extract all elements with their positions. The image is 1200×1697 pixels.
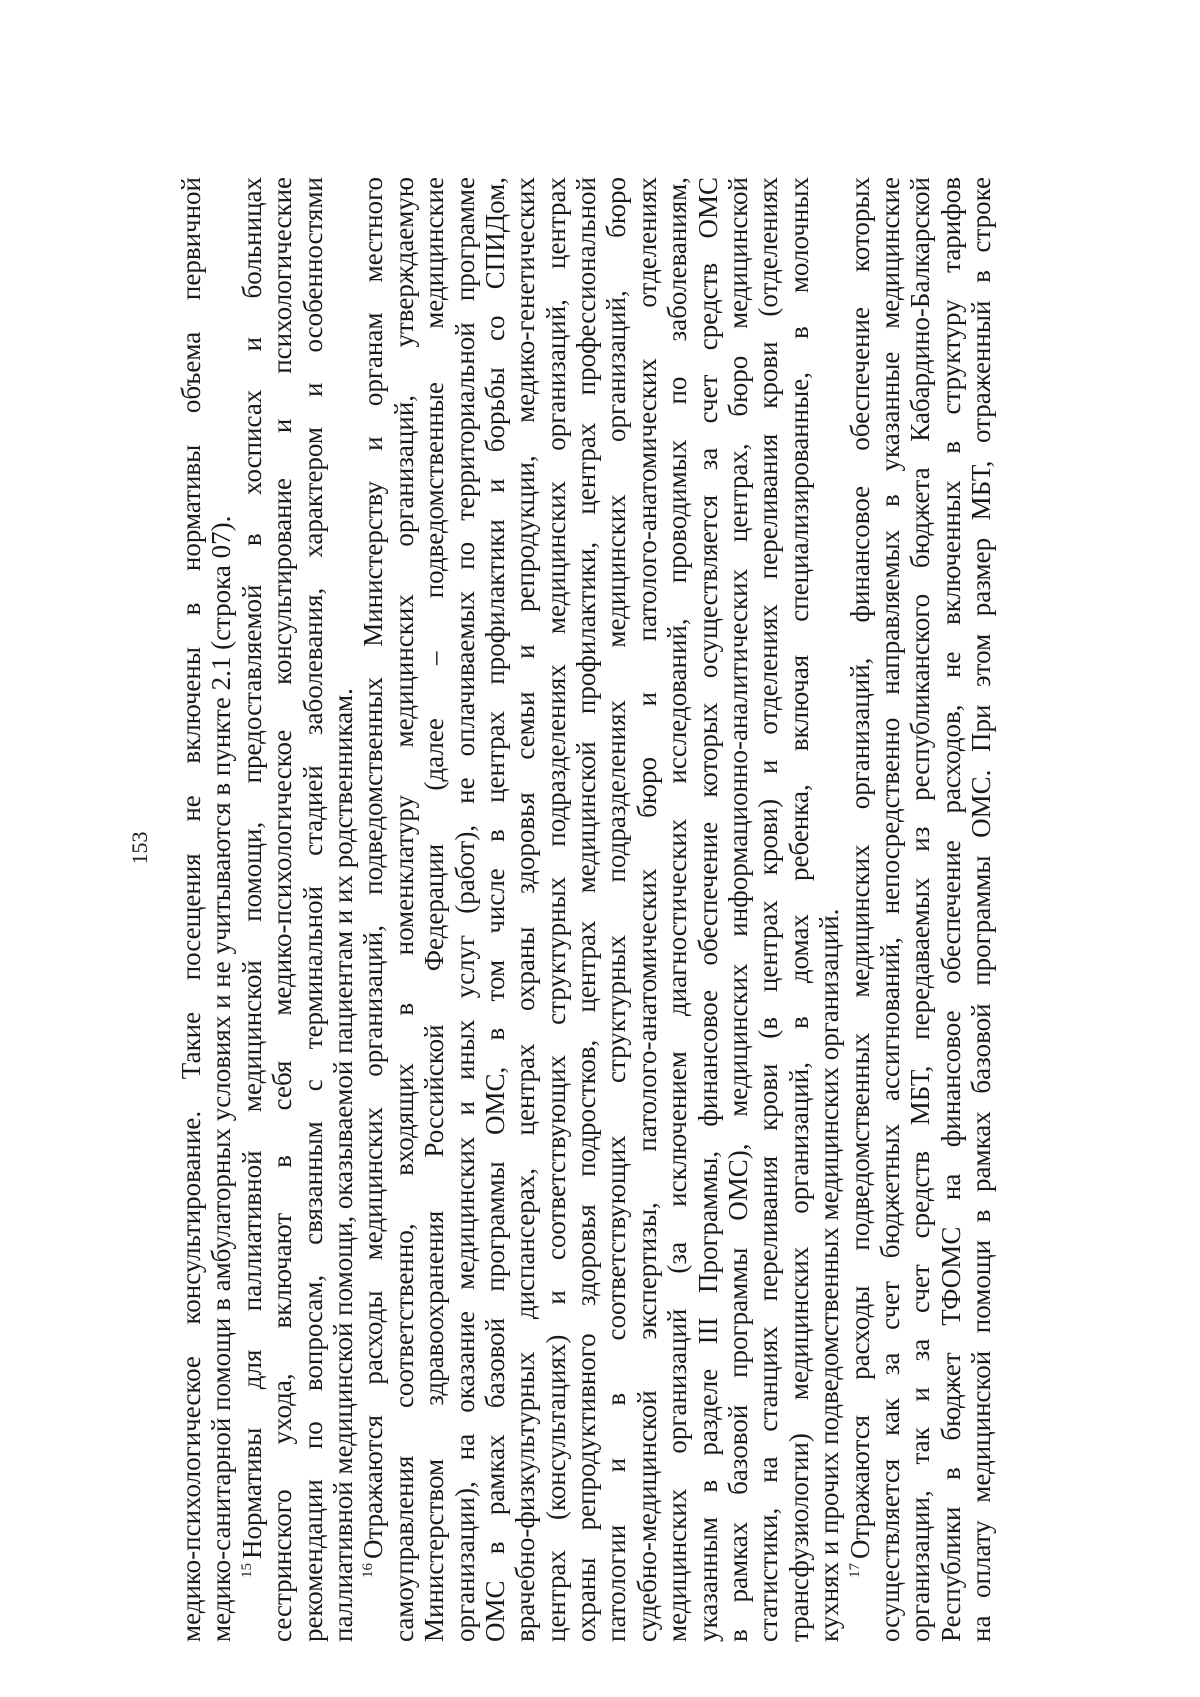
text-line bbox=[632, 177, 662, 1642]
text-line bbox=[480, 177, 510, 1642]
line-text: организации, так и за счет средств МБТ, передаваемых из республиканского бюджета Кабардино-Балкарской bbox=[905, 177, 936, 1642]
line-text: организации), на оказание медицинских и иных услуг (работ), не оплачиваемых по территориальной программе bbox=[449, 177, 480, 1642]
text-line bbox=[905, 177, 935, 1642]
line-text: медико-психологическое консультирование. Такие посещения не включены в нормативы объема первичной bbox=[176, 177, 206, 1642]
line-text: осуществляется как за счет бюджетных ассигнований, непосредственно направляемых в указанные медицинские bbox=[874, 177, 905, 1642]
text-line bbox=[450, 177, 480, 1642]
line-text: трансфузиологии) медицинских организаций, в домах ребенка, включая специализированные, в молочных bbox=[783, 177, 814, 1642]
text-line bbox=[389, 177, 419, 1642]
line-text: медицинских организаций (за исключением диагностических исследований, проводимых по заболеваниям, bbox=[662, 177, 693, 1642]
footnotes-text-block bbox=[176, 177, 997, 1642]
line-text: в рамках базовой программы ОМС), медицинских информационно-аналитических центрах, бюро медицинской bbox=[723, 177, 754, 1642]
line-text: медико-санитарной помощи в амбулаторных условиях и не учитываются в пункте 2.1 (строка 07). bbox=[206, 515, 237, 1642]
text-line bbox=[814, 177, 844, 1642]
text-line bbox=[784, 177, 814, 1642]
footnote-marker: 16 bbox=[360, 1563, 377, 1578]
footnote-marker: 17 bbox=[846, 1563, 863, 1578]
page-number: 153 bbox=[127, 831, 152, 865]
footnote-17-start-line bbox=[845, 177, 875, 1642]
text-line bbox=[723, 177, 753, 1642]
line-text: Республики в бюджет ТФОМС на финансовое обеспечение расходов, не включенных в структуру тарифов bbox=[935, 177, 966, 1642]
text-line bbox=[298, 177, 328, 1642]
line-text: Отражаются расходы подведомственных медицинских организаций, финансовое обеспечение которых bbox=[844, 177, 875, 1559]
line-text: Нормативы для паллиативной медицинской помощи, предоставляемой в хосписах и больницах bbox=[236, 177, 267, 1559]
text-line bbox=[875, 177, 905, 1642]
line-text: самоуправления соответственно, входящих в номенклатуру медицинских организаций, утверждаемую bbox=[388, 177, 419, 1642]
text-line bbox=[936, 177, 966, 1642]
footnote-marker: 15 bbox=[238, 1563, 255, 1578]
text-line bbox=[206, 177, 236, 1642]
line-text: статистики, на станциях переливания крови (в центрах крови) и отделениях переливания крови (отделениях bbox=[753, 177, 784, 1642]
text-line bbox=[601, 177, 631, 1642]
line-text: ОМС в рамках базовой программы ОМС, в том числе в центрах профилактики и борьбы со СПИДом, bbox=[479, 177, 510, 1642]
text-line bbox=[176, 177, 206, 1642]
text-line bbox=[753, 177, 783, 1642]
line-text: Отражаются расходы медицинских организаций, подведомственных Министерству и органам местного bbox=[358, 177, 389, 1559]
line-text: паллиативной медицинской помощи, оказываемой пациентам и их родственникам. bbox=[327, 688, 358, 1642]
line-text: кухнях и прочих подведомственных медицинских организаций. bbox=[814, 908, 845, 1642]
text-line bbox=[693, 177, 723, 1642]
text-line bbox=[966, 177, 996, 1642]
text-line bbox=[662, 177, 692, 1642]
line-text: Министерством здравоохранения Российской Федерации (далее – подведомственные медицинские bbox=[419, 177, 450, 1642]
text-line bbox=[328, 177, 358, 1642]
text-line bbox=[571, 177, 601, 1642]
footnote-16-start-line bbox=[358, 177, 388, 1642]
text-line bbox=[267, 177, 297, 1642]
text-line bbox=[510, 177, 540, 1642]
line-text: охраны репродуктивного здоровья подростков, центрах медицинской профилактики, центрах профессиональной bbox=[571, 177, 602, 1642]
line-text: патологии и в соответствующих структурных подразделениях медицинских организаций, бюро bbox=[601, 177, 632, 1642]
line-text: сестринского ухода, включают в себя медико-психологическое консультирование и психологические bbox=[267, 177, 298, 1642]
line-text: указанным в разделе III Программы, финансовое обеспечение которых осуществляется за счет средств ОМС bbox=[692, 177, 723, 1642]
line-text: на оплату медицинской помощи в рамках базовой программы ОМС. При этом размер МБТ, отраженный в строке bbox=[966, 177, 997, 1642]
text-line bbox=[541, 177, 571, 1642]
footnote-15-start-line bbox=[237, 177, 267, 1642]
line-text: врачебно-физкультурных диспансерах, центрах охраны здоровья семьи и репродукции, медико-генетических bbox=[510, 177, 541, 1642]
text-line bbox=[419, 177, 449, 1642]
line-text: рекомендации по вопросам, связанным с терминальной стадией заболевания, характером и особенностями bbox=[297, 177, 328, 1642]
line-text: центрах (консультациях) и соответствующих структурных подразделениях медицинских организаций, центрах bbox=[540, 177, 571, 1642]
line-text: судебно-медицинской экспертизы, патолого-анатомических бюро и патолого-анатомических отделениях bbox=[631, 177, 662, 1642]
